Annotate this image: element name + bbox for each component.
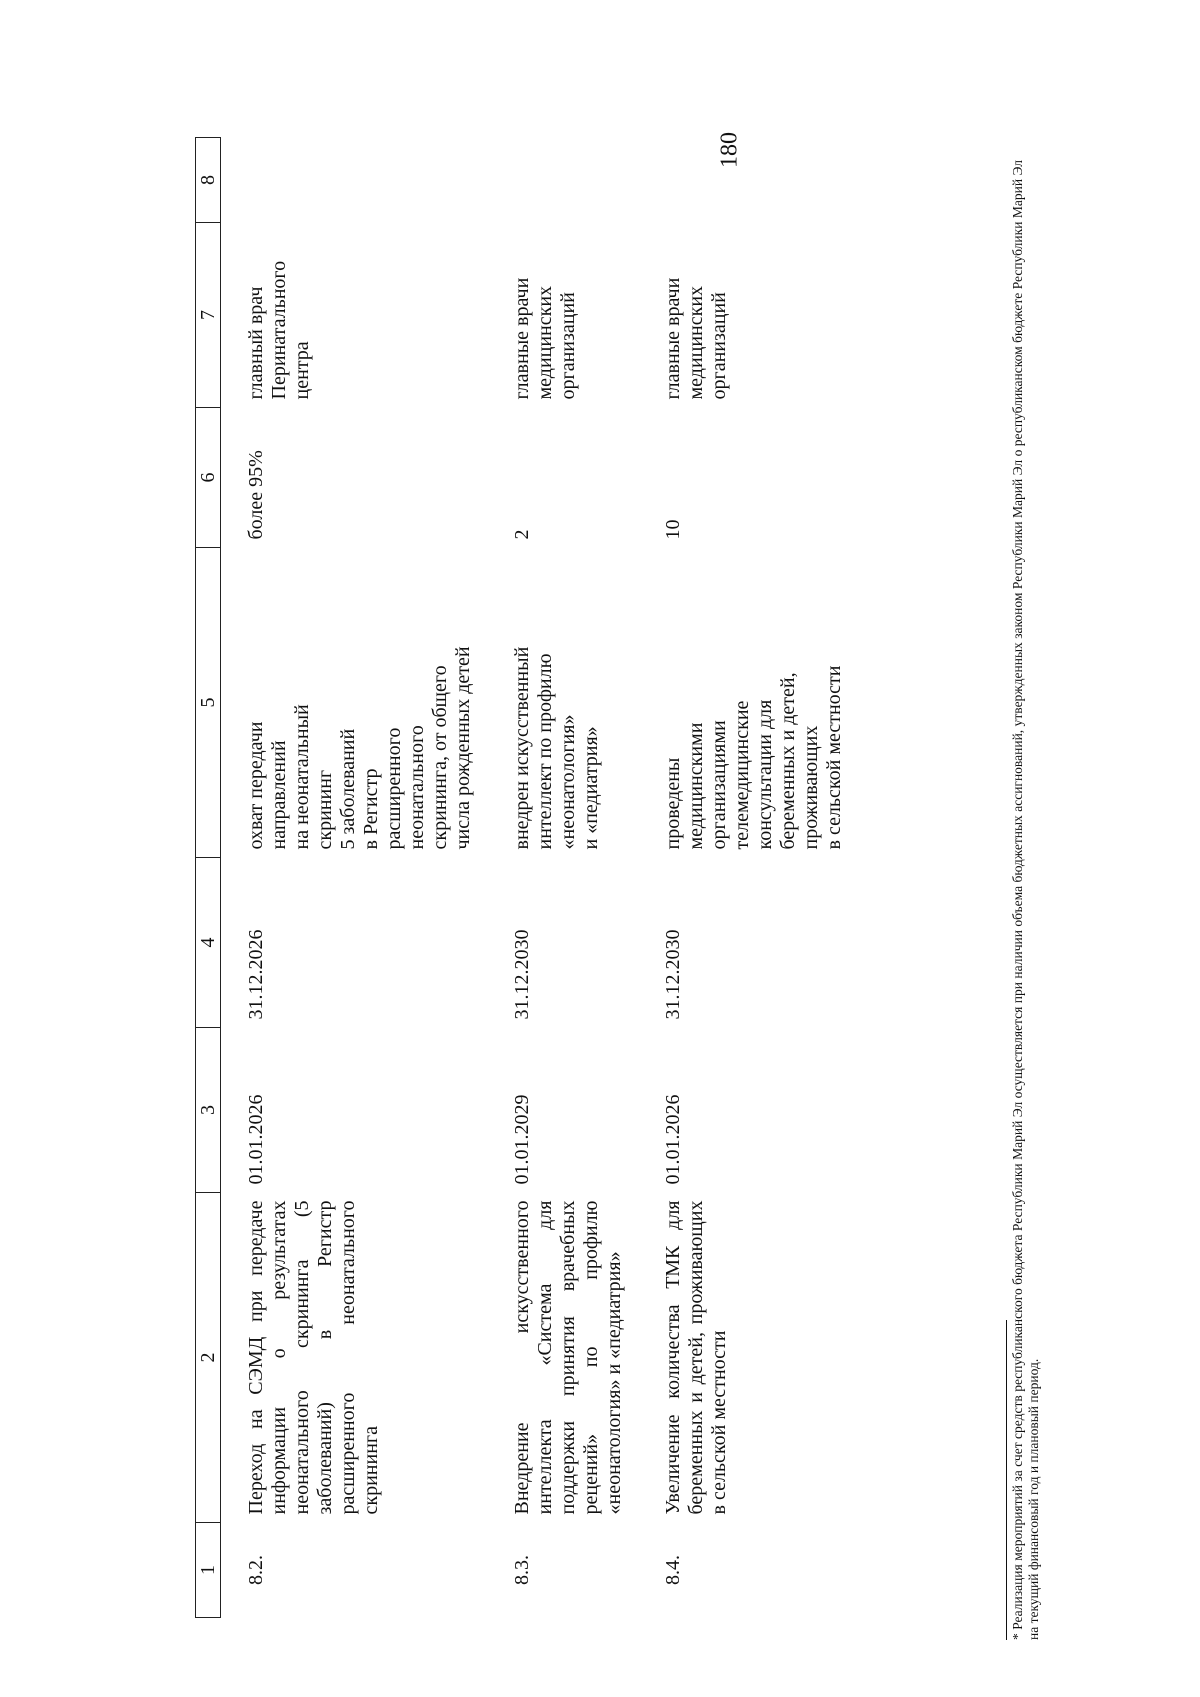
expected-result [221, 548, 488, 858]
row-number: 8.4. [662, 1555, 684, 1585]
responsible-line: центра [291, 341, 313, 400]
responsible-line: Перинатального [268, 260, 290, 400]
row-number: 8.2. [245, 1555, 267, 1585]
start-date: 01.01.2026 [245, 1094, 267, 1185]
measure-description: Переход на СЭМД при передаче информации о результатах неонатального скрининга (5 заболеваний) в Регистр расширенного неонатального скрининга [245, 1200, 382, 1515]
column-number-7: 7 [196, 223, 221, 408]
result-line: интеллект по профилю [534, 653, 556, 850]
result-line: внедрен искусственный [511, 646, 533, 850]
start-date: 01.01.2026 [662, 1094, 684, 1185]
end-date: 31.12.2030 [511, 929, 533, 1020]
result-line: консультации для [754, 699, 776, 850]
end-date: 31.12.2030 [662, 929, 684, 1020]
column-number-1: 1 [196, 1523, 221, 1618]
expected-result [487, 548, 638, 858]
result-line: скрининга, от общего [429, 665, 451, 850]
result-line: 5 заболеваний [337, 728, 359, 850]
responsible-line: главные врачи [511, 277, 533, 400]
column-number-5: 5 [196, 548, 221, 858]
row-number: 8.3. [511, 1555, 533, 1585]
responsible-person [638, 223, 864, 408]
footnote [1010, 160, 1052, 1640]
start-date: 01.01.2029 [511, 1094, 533, 1185]
result-line: организациями [708, 720, 730, 850]
result-line: «неонатология» [557, 714, 579, 850]
column-8-cell [221, 138, 488, 223]
responsible-line: главные врачи [662, 277, 684, 400]
column-number-3: 3 [196, 1028, 221, 1193]
result-line: направлений [268, 740, 290, 850]
result-line: скрининг [314, 769, 336, 850]
column-8-cell [638, 138, 864, 223]
result-line: расширенного [383, 727, 405, 850]
result-line: на неонатальный [291, 704, 313, 850]
result-line: медицинскими [685, 722, 707, 850]
measures-table [195, 137, 864, 1618]
column-8-cell [487, 138, 638, 223]
page-number: 180 [716, 132, 743, 168]
column-number-6: 6 [196, 408, 221, 548]
column-number-4: 4 [196, 858, 221, 1028]
indicator-value: 2 [511, 529, 533, 540]
column-number-2: 2 [196, 1193, 221, 1523]
responsible-line: организаций [708, 292, 730, 400]
result-line: в Регистр [360, 768, 382, 850]
responsible-line: медицинских [685, 285, 707, 400]
table-row [487, 138, 638, 1618]
footnote-text: * Реализация мероприятий за счет средств республиканского бюджета Республики Марий Эл осуществляется при наличии объема бюджетных ассигнований, утвержденных законом Республики Марий Эл о республиканском бюджете Республики Марий Эл на текущий финансовый год и плановый период. [1010, 160, 1041, 1640]
responsible-person [221, 223, 488, 408]
result-line: телемедицинские [731, 700, 753, 850]
table-row [221, 138, 488, 1618]
responsible-line: главный врач [245, 286, 267, 400]
responsible-line: медицинских [534, 285, 556, 400]
footnote-separator [1006, 1320, 1007, 1640]
column-number-8: 8 [196, 138, 221, 223]
result-line: и «педиатрия» [580, 726, 602, 850]
result-line: беременных и детей, [777, 672, 799, 850]
rotated-table-container [195, 138, 925, 1618]
result-line: проживающих [800, 725, 822, 850]
responsible-line: организаций [557, 292, 579, 400]
result-line: проведены [662, 757, 684, 850]
header-row [196, 138, 221, 1618]
indicator-value: 10 [662, 519, 684, 540]
responsible-person [487, 223, 638, 408]
measure-description: Внедрение искусственного интеллекта «Система для поддержки принятия врачебных рецений» по профилю «неонатология» и «педиатрия» [511, 1200, 625, 1515]
indicator-value: более 95% [245, 450, 267, 540]
measure-description: Увеличение количества ТМК для беременных и детей, проживающих в сельской местности [662, 1200, 730, 1515]
end-date: 31.12.2026 [245, 929, 267, 1020]
result-line: неонатального [406, 725, 428, 850]
expected-result [638, 548, 864, 858]
result-line: охват передачи [245, 721, 267, 850]
table-row [638, 138, 864, 1618]
result-line: в сельской местности [823, 665, 845, 850]
result-line: числа рожденных детей [452, 646, 474, 850]
